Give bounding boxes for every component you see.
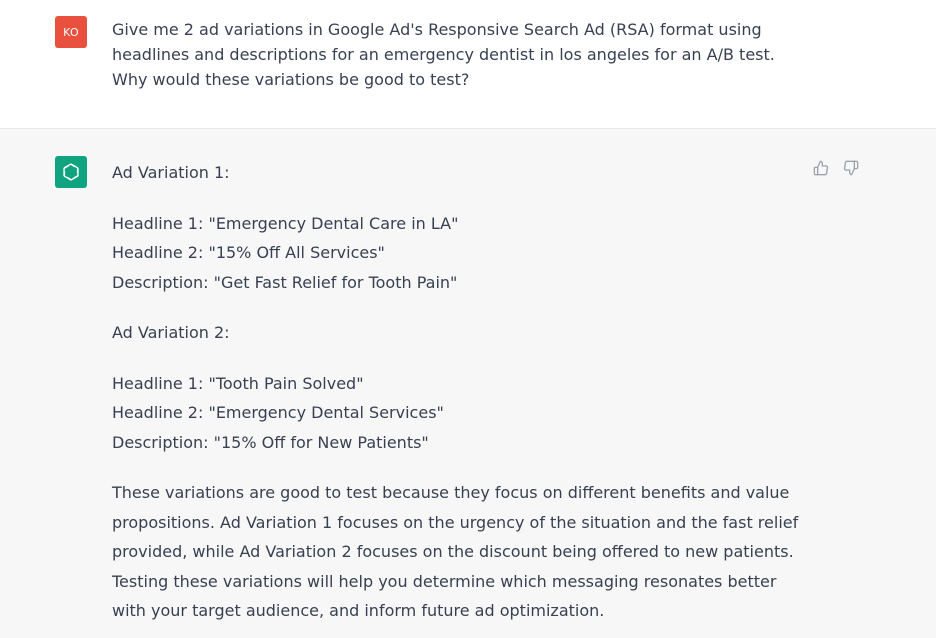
thumbs-up-button[interactable] [812, 159, 830, 177]
variation2-description: Description: "15% Off for New Patients" [112, 432, 429, 452]
assistant-avatar [55, 156, 87, 188]
variation1-description: Description: "Get Fast Relief for Tooth Pain" [112, 272, 458, 292]
assistant-message-text [112, 158, 812, 626]
variation2-headline2: Headline 2: "Emergency Dental Services" [112, 403, 444, 422]
variation2-title: Ad Variation 2: [112, 323, 230, 342]
variation1-headline1: Headline 1: "Emergency Dental Care in LA" [112, 213, 459, 233]
user-message [0, 0, 936, 129]
thumbs-down-icon [843, 160, 859, 176]
thumbs-up-icon [813, 160, 829, 176]
assistant-message [0, 129, 936, 638]
user-message-text: Give me 2 ad variations in Google Ad's Responsive Search Ad (RSA) format using headlines and descriptions for an emergency dentist in los angeles for an A/B test. Why would these variations be good to test? [112, 20, 775, 89]
variation2-headline1: Headline 1: "Tooth Pain Solved" [112, 373, 364, 393]
openai-logo-icon [60, 161, 82, 183]
variation1-headline2: Headline 2: "15% Off All Services" [112, 243, 385, 262]
user-avatar-initials: KO [63, 25, 79, 39]
thumbs-down-button[interactable] [842, 159, 860, 177]
user-avatar [55, 16, 87, 48]
variation1-title: Ad Variation 1: [112, 163, 230, 182]
explanation-paragraph: These variations are good to test because they focus on different benefits and value propositions. Ad Variation 1 focuses on the urgency of the situation and the fast relief provided, while Ad Variation 2 focuses on the discount being offered to new patients. Testing these variations will help you determine which messaging resonates better with your target audience, and inform future ad optimization. [112, 483, 799, 620]
feedback-buttons [812, 159, 860, 177]
